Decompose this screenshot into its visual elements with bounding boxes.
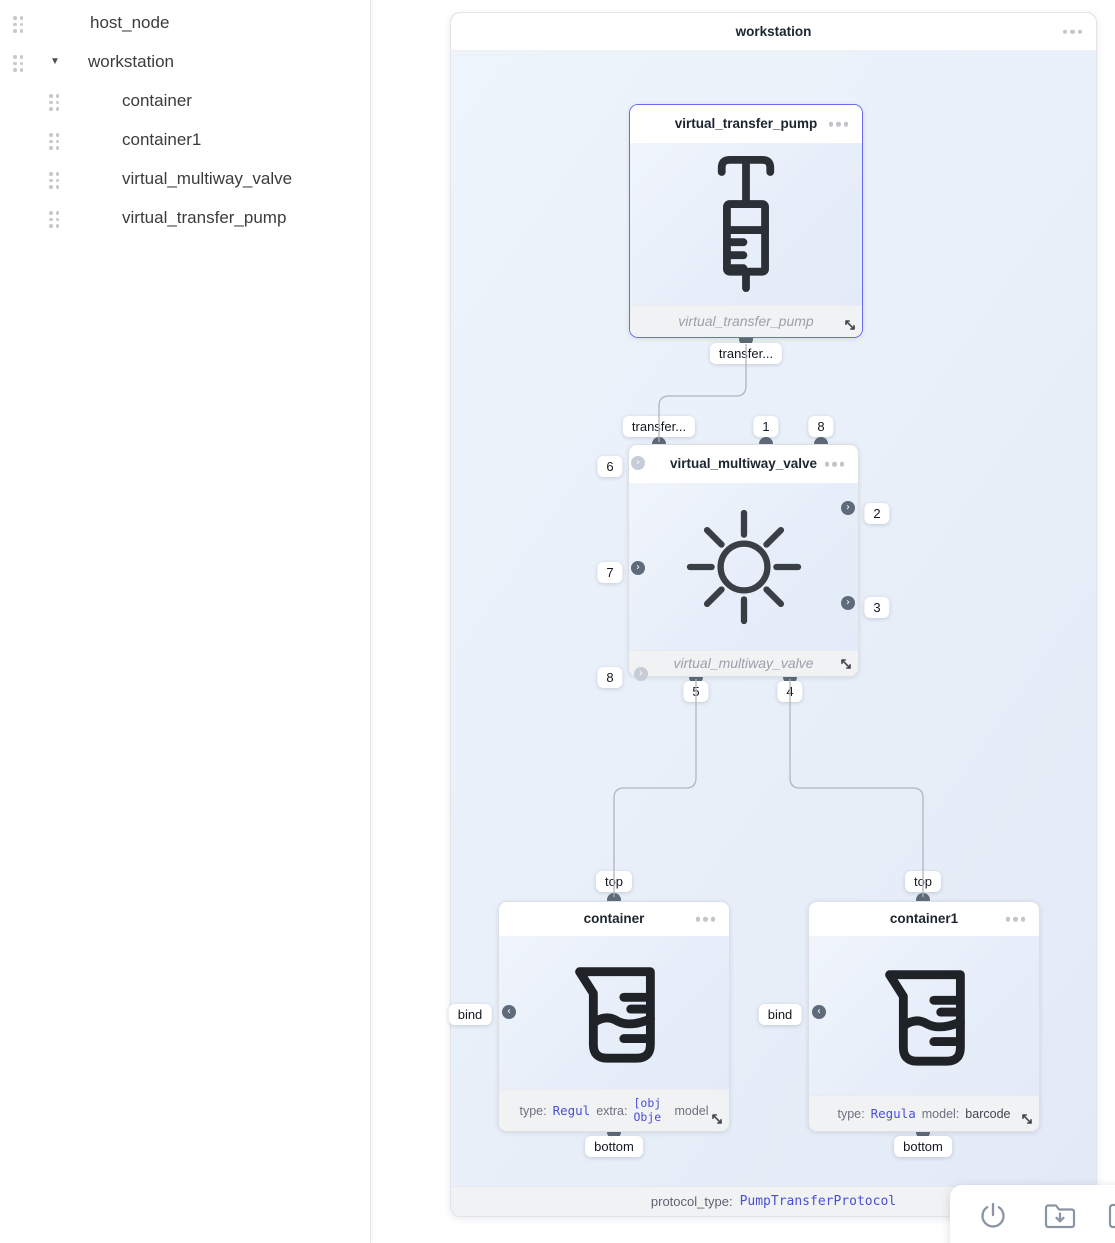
drag-handle-icon[interactable] bbox=[49, 211, 60, 228]
node-container[interactable] bbox=[498, 901, 730, 1132]
pump-header[interactable] bbox=[630, 105, 862, 143]
valve-footer-name: virtual_multiway_valve bbox=[673, 655, 814, 671]
node-virtual-multiway-valve[interactable] bbox=[628, 444, 859, 677]
type-value: Regul bbox=[552, 1103, 591, 1118]
valve-port-6-handle[interactable]: › bbox=[631, 456, 645, 470]
more-menu-icon[interactable] bbox=[1006, 917, 1026, 922]
export-button[interactable] bbox=[1105, 1200, 1115, 1232]
valve-port-1-label: 1 bbox=[753, 416, 778, 437]
sidebar-item-container[interactable] bbox=[0, 86, 370, 116]
valve-port-7-handle[interactable]: › bbox=[631, 561, 645, 575]
caret-down-icon[interactable]: ▼ bbox=[50, 56, 60, 67]
container1-port-bind-label: bind bbox=[759, 1004, 802, 1025]
drag-handle-icon[interactable] bbox=[49, 172, 60, 189]
container-footer bbox=[499, 1089, 729, 1131]
container-port-bottom-label: bottom bbox=[585, 1136, 643, 1157]
pump-body bbox=[630, 143, 862, 305]
valve-header[interactable] bbox=[629, 445, 858, 483]
container-header[interactable] bbox=[499, 902, 729, 936]
flow-canvas[interactable] bbox=[371, 0, 1115, 1243]
valve-port-2-handle[interactable]: › bbox=[841, 501, 855, 515]
valve-port-6-label: 6 bbox=[597, 456, 622, 477]
tree-item-label[interactable]: host_node bbox=[90, 13, 170, 32]
valve-port-8-top-label: 8 bbox=[808, 416, 833, 437]
container1-header[interactable] bbox=[809, 902, 1039, 936]
container1-body bbox=[809, 936, 1039, 1095]
protocol-type-label: protocol_type: bbox=[650, 1194, 733, 1209]
node-tree-sidebar bbox=[0, 0, 371, 1243]
model-label: model bbox=[674, 1103, 709, 1118]
drag-handle-icon[interactable] bbox=[13, 16, 24, 33]
type-value: Regula bbox=[870, 1106, 916, 1121]
container-port-bind-handle[interactable]: ‹ bbox=[502, 1005, 516, 1019]
pump-port-transfer-label: transfer... bbox=[710, 343, 782, 364]
folder-download-button[interactable] bbox=[1042, 1200, 1078, 1232]
workstation-title: workstation bbox=[735, 24, 812, 39]
container1-port-bind-handle[interactable]: ‹ bbox=[812, 1005, 826, 1019]
resize-icon[interactable] bbox=[1020, 1112, 1034, 1126]
drag-handle-icon[interactable] bbox=[49, 133, 60, 150]
valve-body bbox=[629, 483, 858, 650]
resize-icon[interactable] bbox=[843, 318, 857, 332]
multiway-valve-icon bbox=[681, 504, 807, 630]
pump-footer-name: virtual_transfer_pump bbox=[678, 313, 814, 329]
edge-valve4-to-container1-top bbox=[790, 679, 923, 897]
workstation-header[interactable] bbox=[451, 13, 1096, 51]
sidebar-item-virtual-multiway-valve[interactable] bbox=[0, 164, 370, 194]
tree-item-label[interactable]: workstation bbox=[88, 52, 174, 71]
protocol-type-value: PumpTransferProtocol bbox=[739, 1194, 897, 1209]
container-port-top-label: top bbox=[596, 871, 632, 892]
edge-valve5-to-container-top bbox=[614, 679, 696, 897]
resize-icon[interactable] bbox=[839, 657, 853, 671]
extra-label: extra: bbox=[596, 1103, 628, 1118]
valve-port-7-label: 7 bbox=[597, 562, 622, 583]
extra-value: [obj Obje bbox=[633, 1096, 662, 1124]
container1-title: container1 bbox=[889, 911, 959, 926]
more-menu-icon[interactable] bbox=[696, 917, 716, 922]
canvas-action-toolbar bbox=[950, 1185, 1115, 1243]
beaker-icon bbox=[555, 957, 673, 1069]
sidebar-item-virtual-transfer-pump[interactable] bbox=[0, 203, 370, 233]
power-button[interactable] bbox=[977, 1200, 1009, 1232]
container-title: container bbox=[583, 911, 645, 926]
pump-title: virtual_transfer_pump bbox=[674, 116, 818, 131]
container1-port-top-label: top bbox=[905, 871, 941, 892]
drag-handle-icon[interactable] bbox=[49, 94, 60, 111]
tree-item-label[interactable]: container1 bbox=[122, 130, 202, 149]
drag-handle-icon[interactable] bbox=[13, 55, 24, 72]
more-menu-icon[interactable] bbox=[829, 122, 849, 127]
container1-footer bbox=[809, 1095, 1039, 1131]
type-label: type: bbox=[519, 1103, 547, 1118]
valve-port-3-label: 3 bbox=[864, 597, 889, 618]
container-body bbox=[499, 936, 729, 1089]
more-menu-icon[interactable] bbox=[825, 462, 845, 467]
valve-port-8-left-handle[interactable]: › bbox=[634, 667, 648, 681]
valve-port-5-label: 5 bbox=[683, 681, 708, 702]
tree-item-label[interactable]: virtual_transfer_pump bbox=[122, 208, 287, 227]
syringe-icon bbox=[694, 149, 798, 299]
node-container1[interactable] bbox=[808, 901, 1040, 1132]
more-menu-icon[interactable] bbox=[1063, 29, 1083, 34]
container-port-bind-label: bind bbox=[449, 1004, 492, 1025]
type-label: type: bbox=[837, 1106, 865, 1121]
sidebar-item-workstation[interactable] bbox=[0, 47, 370, 77]
tree-item-label[interactable]: container bbox=[122, 91, 192, 110]
valve-port-3-handle[interactable]: › bbox=[841, 596, 855, 610]
valve-port-4-label: 4 bbox=[777, 681, 802, 702]
node-virtual-transfer-pump[interactable] bbox=[629, 104, 863, 338]
valve-title: virtual_multiway_valve bbox=[669, 456, 818, 471]
model-value: barcode bbox=[965, 1106, 1011, 1121]
valve-footer bbox=[629, 650, 858, 676]
valve-port-transfer-label: transfer... bbox=[623, 416, 695, 437]
tree-item-label[interactable]: virtual_multiway_valve bbox=[122, 169, 293, 188]
sidebar-item-host-node[interactable] bbox=[0, 8, 370, 38]
model-label: model: bbox=[921, 1106, 960, 1121]
sidebar-item-container1[interactable] bbox=[0, 125, 370, 155]
container1-port-bottom-label: bottom bbox=[894, 1136, 952, 1157]
resize-icon[interactable] bbox=[710, 1112, 724, 1126]
beaker-icon bbox=[865, 960, 983, 1072]
valve-port-2-label: 2 bbox=[864, 503, 889, 524]
valve-port-8-left-label: 8 bbox=[597, 667, 622, 688]
pump-footer bbox=[630, 305, 862, 337]
workstation-group-node[interactable] bbox=[450, 12, 1097, 1217]
